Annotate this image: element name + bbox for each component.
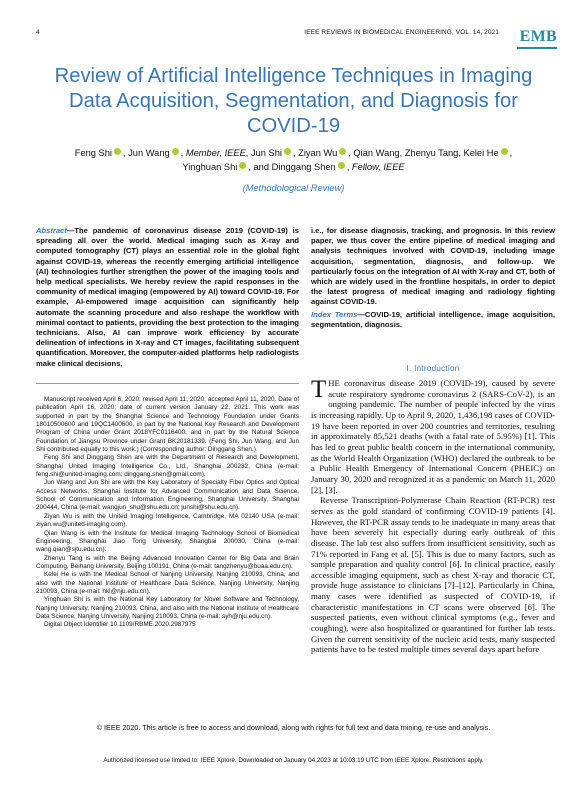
author-list: Feng Shi , Jun Wang , Member, IEEE, Jun Shi , Ziyan Wu , Qian Wang, Zhenyu Tang, Kelei He , Yinghuan Shi , and Dinggang Shen , Fellow, IEEE — [74, 148, 513, 172]
author-membership: Fellow, IEEE — [351, 162, 405, 172]
copyright-notice: © IEEE 2020. This article is free to access and download, along with rights for full text and data mining, re-use and analysis. — [96, 723, 491, 732]
affiliation-note: Yinghuan Shi is with the National Key Laboratory for Novel Software and Technology, Nanjing University, Nanjing 210093, China, and also with the National Institute of Healthcare Data Science, Nanjing University, Nanjing 210093, China (e-mail: syh@nju.edu.cn). — [36, 596, 299, 620]
emb-logo: EMB — [519, 28, 557, 45]
orcid-icon[interactable] — [172, 148, 179, 155]
affiliation-note: Ziyan Wu is with the United Imaging Intelligence, Cambridge, MA 02140 USA (e-mail: ziyan.wu@united-imaging.com). — [36, 512, 299, 529]
orcid-icon[interactable] — [339, 148, 346, 155]
paper-type: (Methodological Review) — [242, 183, 345, 193]
author: Ziyan Wu — [298, 148, 338, 158]
abstract-text: —The pandemic of coronavirus disease 2019 (COVID-19) is spreading all over the world. Medical imaging such as X-ray and computed tomography (CT) plays an essential role in the global fight against COVID-19, whereas the recently emerging artificial intelligence (AI) technologies further strengthen the power of the imaging tools and help medical specialists. We hereby review the rapid responses in the community of medical imaging (empowered by AI) toward COVID-19. For example, AI-empowered image acquisition can significantly help automate the scanning procedure and also reshape the workflow with minimal contact to patients, providing the best protection to the imaging technicians. Also, AI can improve work efficiency by accurate delineation of infections in X-ray and CT images, facilitating subsequent quantification. Moreover, the computer-aided platforms help radiologists make clinical decisions, — [36, 226, 299, 368]
manuscript-note: Manuscript received April 6, 2020; revised April 11, 2020; accepted April 11, 2020. Date of publication April 16, 2020; date of current version January 22, 2021. This work was supported in part by the Shanghai Science and Technology Foundation under Grants 18010500600 and 19QC1400600, in part by the National Key Research and Development Program of China under Grant 2018YFC0116400, and in part by the Natural Science Foundation of Jiangsu Province under Grant BK20181339. (Feng Shi, Jun Wang, and Jun Shi contributed equally to this work.) (Corresponding author: Dinggang Shen.) — [36, 396, 299, 454]
paper-title: Review of Artificial Intelligence Techniques in Imaging Data Acquisition, Segmentation, and Diagnosis for COVID-19 — [54, 65, 533, 137]
footnote-divider — [36, 383, 299, 384]
affiliation-note: Feng Shi and Dinggang Shen are with the Department of Research and Development, Shanghai United Imaging Intelligence Co., Ltd., Shanghai 200232, China (e-mail: feng.shi@united-imaging.com; dinggang.shen@gmail.com). — [36, 454, 299, 479]
intro-paragraph: HE coronavirus disease 2019 (COVID-19), caused by severe acute respiratory syndrome coronavirus 2 (SARS-CoV-2), is an ongoing pandemic. The number of people infected by the virus is increasing rapidly. Up to April 9, 2020, 1,436,198 cases of COVID-19 have been reported in over 200 countries and territories, resulting in approximately 85,521 deaths (with a fatal rate of 5.95%) [1]. This has led to great public health concern in the international community, as the World Health Organization (WHO) declared the outbreak to be a Public Health Emergency of International Concern (PHEIC) on January 30, 2020 and recognized it as a pandemic on March 11, 2020 [2], [3]. — [311, 378, 555, 495]
introduction-body — [311, 378, 555, 655]
affiliation-note: Zhenyu Tang is with the Beijing Advanced Innovation Center for Big Data and Brain Computing, Beihang University, Beijing 100191, China (e-mail: tangzhenyu@buaa.edu.cn). — [36, 554, 299, 570]
index-terms-label: Index Terms — [311, 310, 358, 319]
author-membership: Member, IEEE — [185, 148, 246, 158]
drop-cap: T — [311, 376, 327, 403]
page-number: 4 — [36, 29, 40, 36]
affiliation-note: Qian Wang is with the Institute for Medical Imaging Technology School of Biomedical Engineering, Shanghai Jiao Tong University, Shanghai 200030, China (e-mail: wang.qian@sjtu.edu.cn). — [36, 529, 299, 554]
affiliation-note: Kelei He is with the Medical School of Nanjing University, Nanjing 210093, China, and also with the National Institute of Healthcare Data Science, Nanjing University, Nanjing 210093, China (e-mail: hkl@nju.edu.cn). — [36, 571, 299, 595]
intro-paragraph: Reverse Transcription-Polymerase Chain Reaction (RT-PCR) test serves as the gold standard of confirming COVID-19 patients [4]. However, the RT-PCR assay tends to be inadequate in many areas that have been severely hit especially during early outbreak of this disease. The lab test also suffers from insufficient sensitivity, such as 71% reported in Fang et al. [5]. This is due to many factors, such as sample preparation and quality control [6]. In clinical practice, easily accessible imaging equipment, such as chest X-ray and thoracic CT, provide huge assistance to clinicians [7]–[12]. Particularly in China, many cases were identified as suspected of COVID-19, if characteristic manifestations in CT scans were observed [6]. The suspected patients, even without clinical symptoms (e.g., fever and coughing), were also hospitalized or quarantined for further lab tests. Given the current sensitivity of the nucleic acid tests, many suspected patients have to be tested multiple times several days apart before — [311, 495, 555, 655]
affiliation-note: Jun Wang and Jun Shi are with the Key Laboratory of Specialty Fiber Optics and Optical Access Networks, Shanghai Institute for Advanced Communication and Data Science, School of Communication and Information Engineering, Shanghai University, Shanghai 200444, China (e-mail: wangjun_shu@shu.edu.cn; junshi@shu.edu.cn). — [36, 479, 299, 512]
doi-note[interactable]: Digital Object Identifier 10.1109/RBME.2020.2987975 — [44, 621, 196, 629]
author: Jun Wang — [128, 148, 170, 158]
orcid-icon[interactable] — [501, 148, 508, 155]
orcid-icon[interactable] — [338, 162, 345, 169]
author: and Dinggang Shen — [253, 162, 336, 172]
orcid-icon[interactable] — [114, 148, 121, 155]
license-notice: Authorized licensed use limited to: IEEE Xplore. Downloaded on January 04,2023 at 10:03:19 UTC from IEEE Xplore. Restrictions apply. — [103, 757, 484, 764]
abstract-continued: i.e., for disease diagnosis, tracking, and prognosis. In this review paper, we thus cover the entire pipeline of medical imaging and analysis techniques involved with COVID-19, including image acquisition, segmentation, diagnosis, and follow-up. We particularly focus on the integration of AI with X-ray and CT, both of which are widely used in the frontline hospitals, in order to depict the latest progress of medical imaging and radiology fighting against COVID-19. — [311, 226, 555, 307]
index-terms-text: —COVID-19, artificial intelligence, image acquisition, segmentation, diagnosis. — [311, 310, 555, 330]
author: Qian Wang, Zhenyu Tang, Kelei He — [353, 148, 499, 158]
running-header: IEEE REVIEWS IN BIOMEDICAL ENGINEERING, VOL. 14, 2021 — [304, 29, 499, 36]
index-terms — [311, 310, 555, 330]
logo-underline — [517, 47, 557, 49]
author: Yinghuan Shi — [182, 162, 238, 172]
author-notes — [36, 396, 299, 630]
orcid-icon[interactable] — [284, 148, 291, 155]
abstract-label: Abstract — [36, 226, 67, 235]
author: Jun Shi — [250, 148, 282, 158]
author: Feng Shi — [74, 148, 112, 158]
orcid-icon[interactable] — [239, 162, 246, 169]
abstract — [36, 226, 299, 369]
section-heading: I. Introduction — [406, 364, 460, 373]
